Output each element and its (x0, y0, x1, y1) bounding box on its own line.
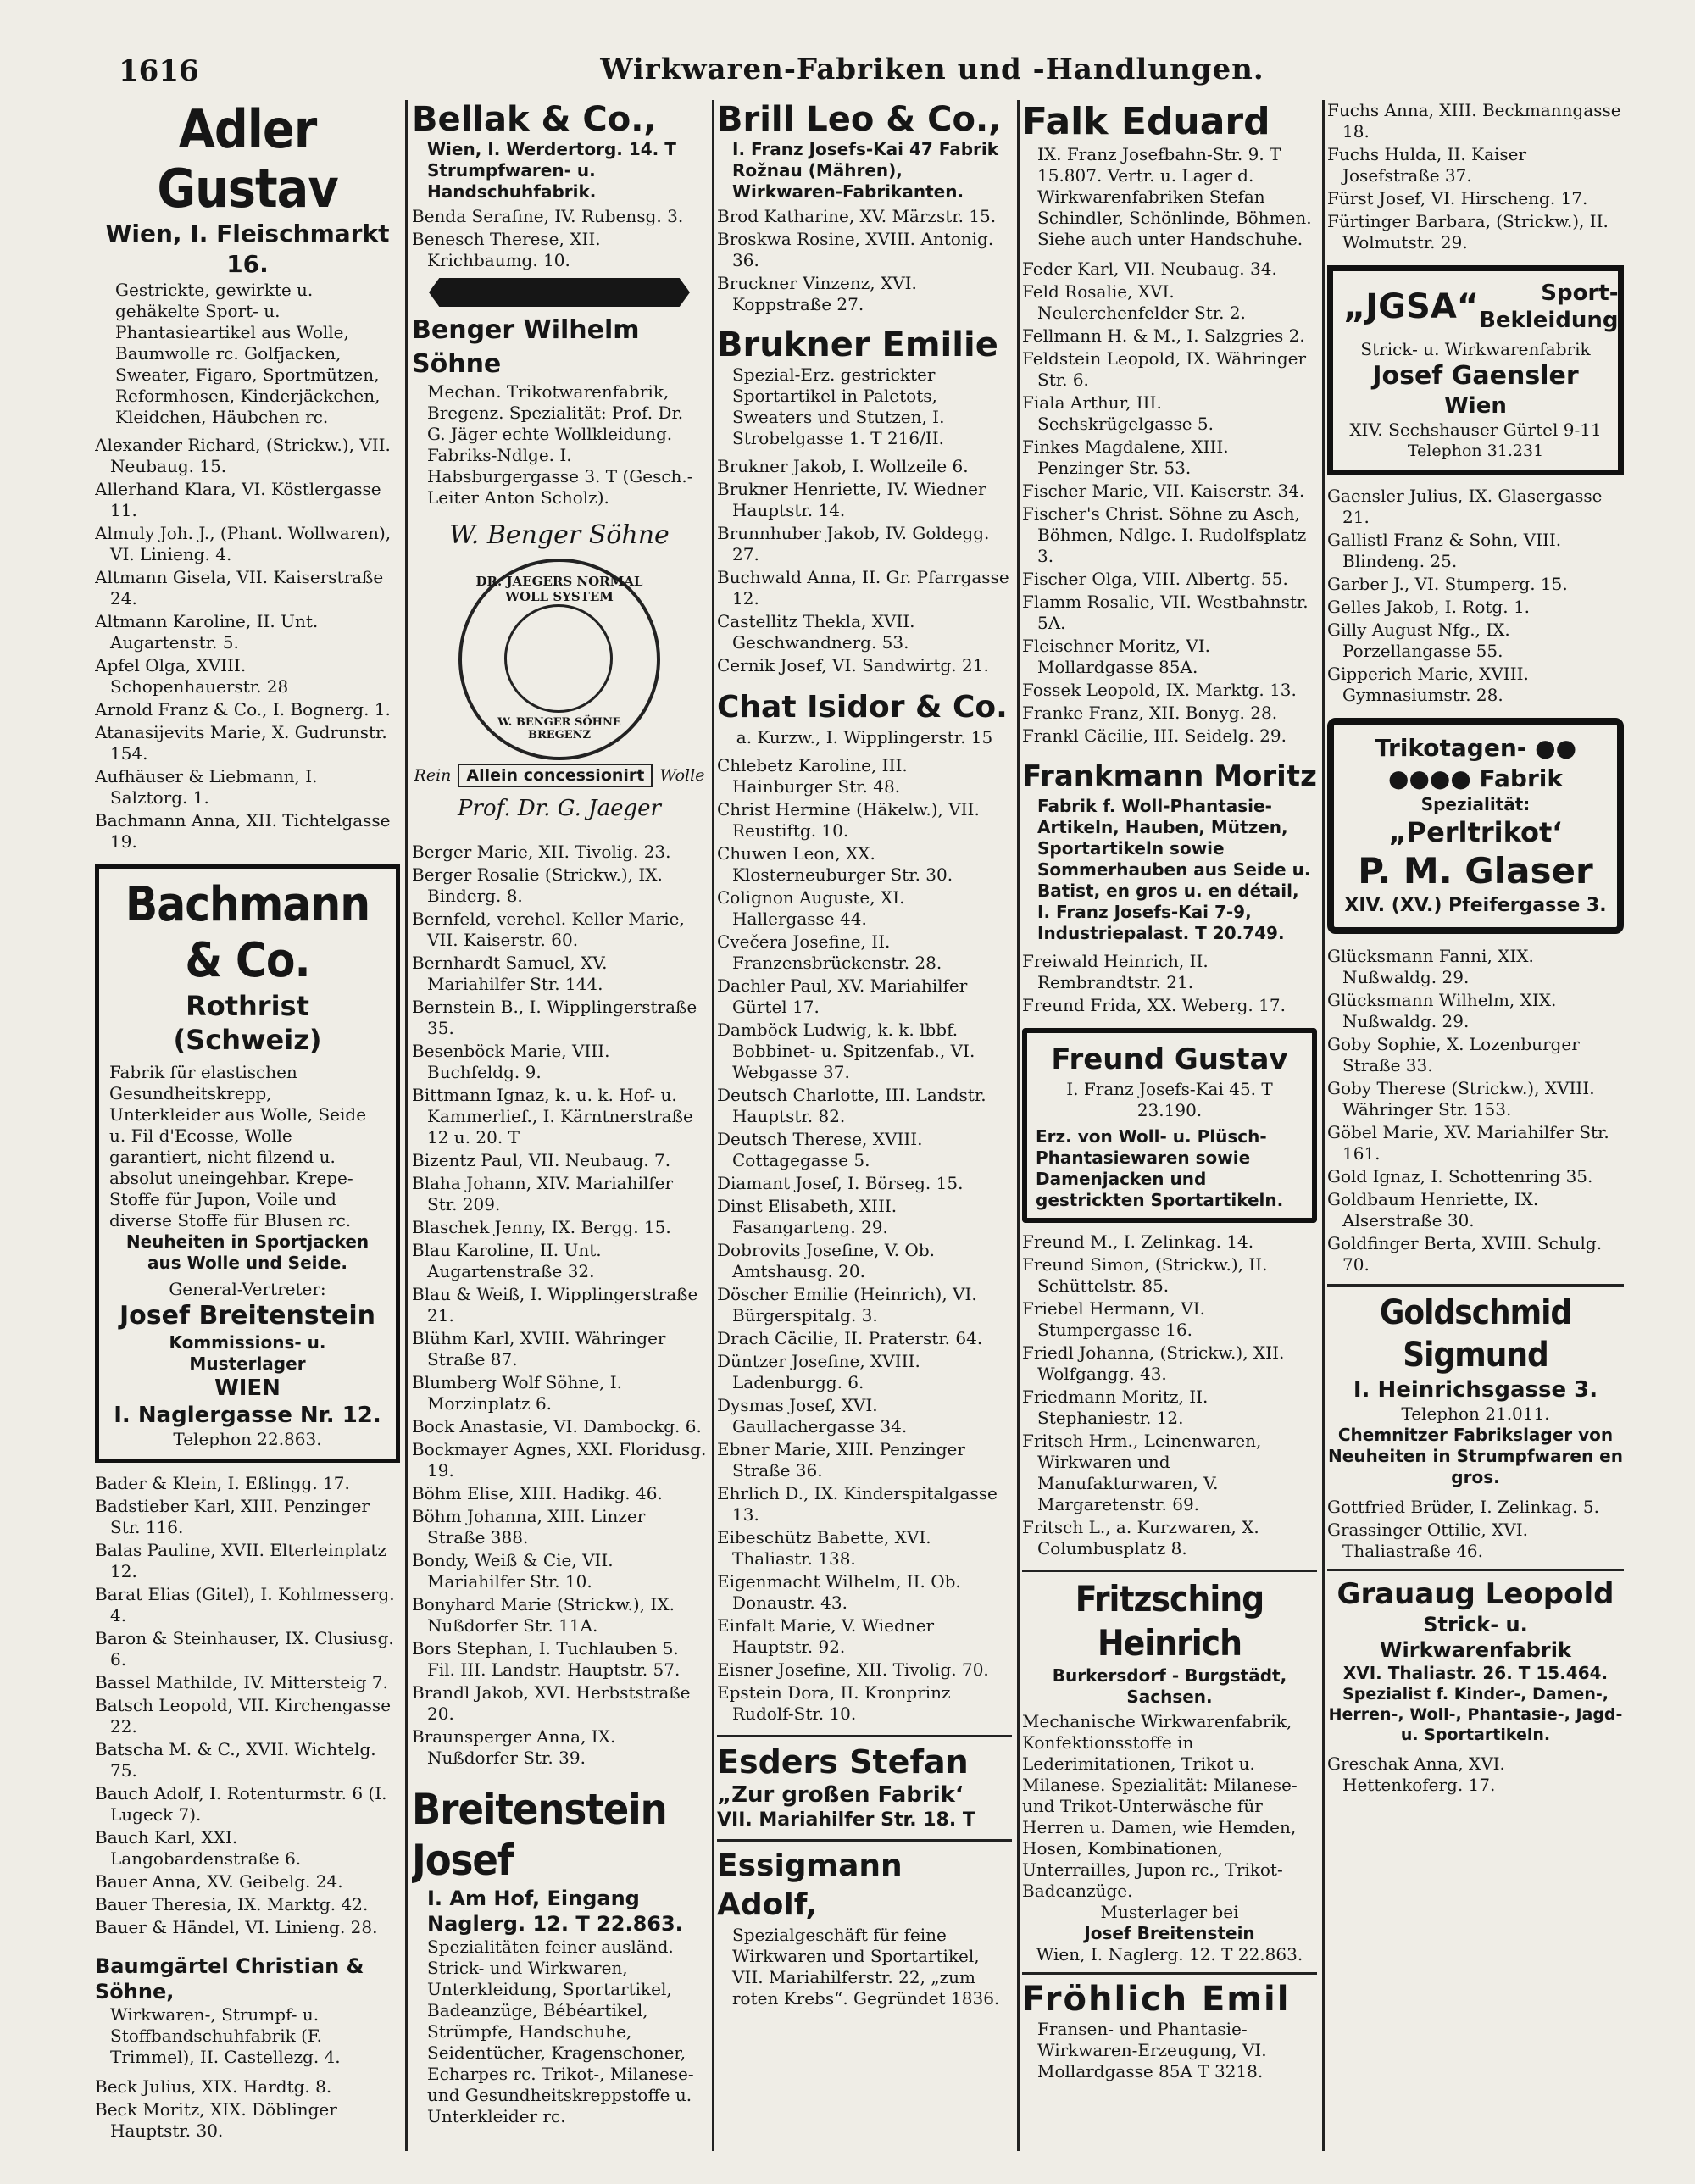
list-item: Apfel Olga, XVIII. Schopenhauerstr. 28 (95, 655, 289, 697)
list-item: Ebner Marie, XIII. Penzinger Straße 36. (717, 1439, 965, 1481)
ad-fritzsching-rep-address: Wien, I. Naglerg. 12. T 22.863. (1036, 1944, 1303, 1964)
entries-e (1327, 1753, 1624, 1796)
ad-glaser-spec: Spezialität: (1420, 794, 1531, 814)
list-item: Altmann Karoline, II. Unt. Augartenstr. 5. (95, 611, 319, 653)
dots-decoration: ●●●● (1388, 764, 1471, 792)
ribbon-left: Rein (414, 766, 452, 785)
entries-c (1022, 1231, 1317, 1559)
list-item: Greschak Anna, XVI. Hettenkoferg. 17. (1327, 1753, 1505, 1795)
column-2 (412, 100, 707, 2159)
column-5 (1327, 100, 1624, 2159)
list-item: Garber J., VI. Stumperg. 15. (1327, 574, 1568, 594)
list-item: Damböck Ludwig, k. k. lbbf. Bobbinet- u. Spitzenfab., VI. Webgasse 37. (717, 1020, 975, 1082)
ad-brukner-name: Brukner Emilie (717, 325, 998, 364)
list-item: Fritsch Hrm., Leinenwaren, Wirkwaren und Manufakturwaren, V. Margaretenstr. 69. (1022, 1431, 1262, 1514)
list-item: Gipperich Marie, XVIII. Gymnasiumstr. 28. (1327, 664, 1529, 705)
jaeger-signature: Prof. Dr. G. Jaeger (458, 796, 661, 821)
list-item: Brod Katharine, XV. Märzstr. 15. (717, 206, 997, 226)
ad-brill-name: Brill Leo & Co., (717, 100, 1002, 139)
list-item: Fleischner Moritz, VI. Mollardgasse 85A. (1022, 636, 1210, 677)
ad-chat-name: Chat Isidor & Co. (717, 690, 1008, 725)
list-item: Braunsperger Anna, IX. Nußdorfer Str. 39. (412, 1726, 616, 1768)
list-item: Fischer Olga, VIII. Albertg. 55. (1022, 569, 1288, 589)
list-item: Friedmann Moritz, II. Stephaniestr. 12. (1022, 1387, 1209, 1428)
ad-bachmann-text: Fabrik für elastischen Gesundheitskrepp, Unterkleider aus Wolle, Seide u. Fil d'Ecosse, Wolle garantiert, nicht filzend u. absolut uneingehbar. Krepe-Stoffe für Jupon, Voile und diverse Stoffe für Blusen rc. (109, 1062, 367, 1231)
ad-freund (1022, 1028, 1317, 1223)
list-item: Grassinger Ottilie, XVI. Thaliastraße 46. (1327, 1520, 1528, 1561)
column-rule (712, 100, 714, 2151)
list-item: Chuwen Leon, XX. Klosterneuburger Str. 30. (717, 843, 953, 885)
list-item: Einfalt Marie, V. Wiedner Hauptstr. 92. (717, 1615, 935, 1657)
list-item: Brunnhuber Jakob, IV. Goldegg. 27. (717, 523, 990, 564)
seal-emblem (504, 604, 613, 713)
column-1 (95, 100, 400, 2159)
list-item: Goldfinger Berta, XVIII. Schulg. 70. (1327, 1233, 1603, 1275)
list-item: Fischer Marie, VII. Kaiserstr. 34. (1022, 481, 1305, 501)
list-item: Beck Julius, XIX. Hardtg. 8. (95, 2076, 332, 2097)
ad-bachmann (95, 864, 400, 1463)
ad-falk-name: Falk Eduard (1022, 100, 1270, 143)
ad-glaser-l2: Fabrik (1479, 764, 1563, 792)
list-item: Buchwald Anna, II. Gr. Pfarrgasse 12. (717, 567, 1009, 609)
column-rule (405, 100, 408, 2151)
ad-chat-text: a. Kurzw., I. Wipplingerstr. 15 (736, 727, 993, 747)
list-item: Ehrlich D., IX. Kinderspitalgasse 13. (717, 1483, 998, 1525)
ad-falk (1022, 100, 1317, 250)
ad-frankmann (1022, 757, 1317, 944)
list-item: Fellmann H. & M., I. Salzgries 2. (1022, 325, 1305, 346)
seal-center-text: W. BENGER SÖHNE BREGENZ (497, 716, 621, 742)
list-item: Bassel Mathilde, IV. Mittersteig 7. (95, 1672, 388, 1692)
entries-a (717, 206, 1012, 315)
ad-jgsa-owner: Josef Gaensler (1372, 361, 1579, 391)
page-number: 1616 (119, 54, 199, 88)
list-item: Deutsch Therese, XVIII. Cottagegasse 5. (717, 1129, 923, 1170)
list-item: Finkes Magdalene, XIII. Penzinger Str. 53. (1022, 436, 1229, 478)
ad-glaser-line1 (1344, 733, 1607, 764)
ad-brill (717, 100, 1012, 203)
ad-fritzsching-text: Mechanische Wirkwarenfabrik, Konfektionsstoffe in Lederimitationen, Trikot u. Milanese. Spezialität: Milanese- und Trikot-Unterwäsche für Herren u. Damen, wie Hemden, Hosen, Kombinationen, Unterrailles, Jupon rc., Trikot-Badeanzüge. (1022, 1711, 1298, 1901)
list-item: Deutsch Charlotte, III. Landstr. Hauptstr. 82. (717, 1085, 986, 1126)
list-item: Göbel Marie, XV. Mariahilfer Str. 161. (1327, 1122, 1609, 1164)
ad-goldschmid-text: Chemnitzer Fabrikslager von Neuheiten in Strumpfwaren en gros. (1328, 1425, 1623, 1487)
list-item: Besenböck Marie, VIII. Buchfeldg. 9. (412, 1041, 610, 1082)
entries-b (412, 842, 707, 1769)
list-item: Blumberg Wolf Söhne, I. Morzinplatz 6. (412, 1372, 623, 1414)
list-item: Eigenmacht Wilhelm, II. Ob. Donaustr. 43. (717, 1571, 961, 1613)
entries-b (1022, 951, 1317, 1016)
ad-fritzsching-rep-label: Musterlager bei (1100, 1902, 1239, 1922)
list-item: Goby Sophie, X. Lozenburger Straße 33. (1327, 1034, 1580, 1075)
ad-glaser (1327, 718, 1624, 934)
list-item: Dinst Elisabeth, XIII. Fasangarteng. 29. (717, 1196, 898, 1237)
list-item: Döscher Emilie (Heinrich), VI. Bürgerspitalg. 3. (717, 1284, 977, 1325)
ad-goldschmid-name: Goldschmid Sigmund (1379, 1293, 1572, 1375)
list-item: Feldstein Leopold, IX. Währinger Str. 6. (1022, 348, 1307, 390)
ad-fritzsching (1022, 1570, 1317, 1965)
benger-logo-script: W. Benger Söhne (449, 520, 670, 550)
ad-glaser-line2 (1344, 764, 1607, 794)
entries-c (1327, 946, 1624, 1275)
list-item: Bachmann Anna, XII. Tichtelgasse 19. (95, 810, 391, 852)
ad-goldschmid-phone: Telephon 21.011. (1401, 1403, 1550, 1424)
ad-essigmann (717, 1839, 1012, 2009)
list-item: Barat Elias (Gitel), I. Kohlmesserg. 4. (95, 1584, 395, 1625)
list-item: Feder Karl, VII. Neubaug. 34. (1022, 258, 1277, 279)
ad-bachmann-city: WIEN (214, 1375, 281, 1401)
list-item: Dobrovits Josefine, V. Ob. Amtshausg. 20. (717, 1240, 935, 1281)
list-item: Broskwa Rosine, XVIII. Antonig. 36. (717, 229, 994, 270)
ad-essigmann-text: Spezialgeschäft für feine Wirkwaren und Sportartikel, VII. Mariahilferstr. 22, „zum roten Krebs“. Gegründet 1836. (732, 1925, 1000, 2009)
list-item: Gottfried Brüder, I. Zelinkag. 5. (1327, 1497, 1599, 1517)
list-item: Batsch Leopold, VII. Kirchengasse 22. (95, 1695, 392, 1737)
ad-glaser-l1: Trikotagen- (1374, 734, 1527, 762)
list-item: Brukner Henriette, IV. Wiedner Hauptstr. 14. (717, 479, 986, 520)
list-item: Gold Ignaz, I. Schottenring 35. (1327, 1166, 1593, 1186)
ad-bellak-name: Bellak & Co., (412, 100, 657, 139)
list-item: Fischer's Christ. Söhne zu Asch, Böhmen, Ndlge. I. Rudolfsplatz 3. (1022, 503, 1307, 566)
list-item: Freund Simon, (Strickw.), II. Schüttelstr. 85. (1022, 1254, 1268, 1296)
list-item: Cvečera Josefine, II. Franzensbrückenstr. 28. (717, 931, 942, 973)
seal-ring-text: DR. JAEGERS NORMAL WOLL SYSTEM (475, 574, 643, 604)
list-item: Böhm Elise, XIII. Hadikg. 46. (412, 1483, 663, 1503)
ad-esders-slogan: „Zur großen Fabrik‘ (717, 1782, 964, 1808)
list-item: Bauer Anna, XV. Geibelg. 24. (95, 1871, 343, 1892)
ad-grauaug (1327, 1569, 1624, 1745)
entries-a (1327, 100, 1624, 253)
list-item: Bock Anastasie, VI. Dambockg. 6. (412, 1416, 702, 1437)
ad-jgsa-head (1343, 280, 1619, 334)
list-item: Goby Therese (Strickw.), XVIII. Währinger Str. 153. (1327, 1078, 1595, 1120)
ribbon-right: Wolle (659, 766, 705, 785)
ad-goldschmid (1327, 1284, 1624, 1488)
list-item: Bauer Theresia, IX. Marktg. 42. (95, 1894, 369, 1914)
list-item: Franke Franz, XII. Bonyg. 28. (1022, 703, 1278, 723)
ad-fritzsching-rep-name: Josef Breitenstein (1084, 1923, 1255, 1943)
list-item: Bondy, Weiß & Cie, VII. Mariahilfer Str. 10. (412, 1550, 614, 1592)
list-item: Fossek Leopold, IX. Marktg. 13. (1022, 680, 1297, 700)
list-item: Bernfeld, verehel. Keller Marie, VII. Kaiserstr. 60. (412, 909, 685, 950)
list-item: Freund M., I. Zelinkag. 14. (1022, 1231, 1254, 1252)
list-item: Fürst Josef, VI. Hirscheng. 17. (1327, 188, 1588, 208)
list-item: Drach Cäcilie, II. Praterstr. 64. (717, 1328, 983, 1348)
list-item: Almuly Joh. J., (Phant. Wollwaren), VI. Linieng. 4. (95, 523, 392, 564)
list-item: Bizentz Paul, VII. Neubaug. 7. (412, 1150, 671, 1170)
ad-brill-text: I. Franz Josefs-Kai 47 Fabrik Rožnau (Mähren), Wirkwaren-Fabrikanten. (732, 139, 999, 202)
ad-bachmann-address: I. Naglergasse Nr. 12. (114, 1403, 381, 1428)
ad-adler-text: Gestrickte, gewirkte u. gehäkelte Sport- u. Phantasieartikel aus Wolle, Baumwolle rc. Golfjacken, Sweater, Figaro, Sportmützen, Reformhosen, Kinderjäckchen, Kleidchen, Häubchen rc. (115, 280, 381, 427)
list-item: Cernik Josef, VI. Sandwirtg. 21. (717, 655, 989, 675)
ad-jgsa-name: „JGSA“ (1343, 287, 1480, 326)
list-item: Böhm Johanna, XIII. Linzer Straße 388. (412, 1506, 646, 1548)
entries-a (412, 206, 707, 271)
list-item: Allerhand Klara, VI. Köstlergasse 11. (95, 479, 381, 520)
ad-grauaug-text: Spezialist f. Kinder-, Damen-, Herren-, Woll-, Phantasie-, Jagd- u. Sportartikeln. (1328, 1685, 1623, 1744)
list-item: Düntzer Josefine, XVIII. Ladenburgg. 6. (717, 1351, 920, 1392)
ad-goldschmid-address: I. Heinrichsgasse 3. (1353, 1377, 1598, 1403)
ad-froehlich-text: Fransen- und Phantasie-Wirkwaren-Erzeugung, VI. Mollardgasse 85A T 3218. (1037, 2019, 1267, 2081)
ad-esders (717, 1735, 1012, 1832)
ad-adler-name: Adler Gustav (157, 100, 338, 220)
list-item: Altmann Gisela, VII. Kaiserstraße 24. (95, 567, 384, 609)
ad-esders-name: Esders Stefan (717, 1743, 969, 1781)
list-item: Freund Frida, XX. Weberg. 17. (1022, 995, 1286, 1015)
ribbon-text: Allein concessionirt (458, 764, 653, 787)
entries-a (95, 435, 400, 853)
ad-breitenstein-address: I. Am Hof, Eingang Naglerg. 12. T 22.863. (427, 1887, 683, 1936)
list-item: Diamant Josef, I. Börseg. 15. (717, 1173, 964, 1193)
ad-glaser-name: P. M. Glaser (1358, 850, 1593, 892)
list-item: Eisner Josefine, XII. Tivolig. 70. (717, 1659, 989, 1680)
list-item: Frankl Cäcilie, III. Seidelg. 29. (1022, 725, 1287, 746)
ad-freund-address: I. Franz Josefs-Kai 45. T 23.190. (1066, 1079, 1273, 1120)
list-item: Fritsch L., a. Kurzwaren, X. Columbusplatz 8. (1022, 1517, 1259, 1559)
list-item: Aufhäuser & Liebmann, I. Salztorg. 1. (95, 766, 318, 808)
list-item: Bauch Karl, XXI. Langobardenstraße 6. (95, 1827, 302, 1869)
ad-bachmann-rep-name: Josef Breitenstein (119, 1301, 375, 1331)
entries-c (717, 755, 1012, 1725)
ad-essigmann-name: Essigmann Adolf, (717, 1848, 903, 1922)
list-item: Dachler Paul, XV. Mariahilfer Gürtel 17. (717, 975, 968, 1017)
ad-bachmann-phone: Telephon 22.863. (173, 1429, 322, 1449)
ad-jgsa-tags (1479, 280, 1618, 334)
entries-a (1022, 258, 1317, 747)
list-item: Arnold Franz & Co., I. Bognerg. 1. (95, 699, 391, 720)
ad-bachmann-rep-label: General-Vertreter: (169, 1279, 326, 1299)
list-item: Bonyhard Marie (Strickw.), IX. Nußdorfer Str. 11A. (412, 1594, 675, 1636)
ad-baumgaertel (95, 1953, 400, 2068)
list-item: Badstieber Karl, XIII. Penzinger Str. 116. (95, 1496, 370, 1537)
ad-glaser-product: „Perltrikot‘ (1388, 816, 1563, 848)
ad-grauaug-name: Grauaug Leopold (1337, 1577, 1614, 1611)
ad-chat (717, 688, 1012, 748)
ad-bachmann-novelty: Neuheiten in Sportjacken aus Wolle und Seide. (125, 1231, 370, 1273)
ad-glaser-address: XIV. (XV.) Pfeifergasse 3. (1344, 895, 1607, 916)
ad-bachmann-rep-sub: Kommissions- u. Musterlager (169, 1332, 326, 1374)
list-item: Epstein Dora, II. Kronprinz Rudolf-Str. 10. (717, 1682, 951, 1724)
ad-jgsa (1327, 265, 1624, 475)
list-item: Goldbaum Henriette, IX. Alserstraße 30. (1327, 1189, 1539, 1231)
ad-adler (95, 100, 400, 428)
list-item: Dysmas Josef, XVI. Gaullachergasse 34. (717, 1395, 908, 1437)
list-item: Bernstein B., I. Wipplingerstraße 35. (412, 997, 697, 1038)
list-item: Friebel Hermann, VI. Stumpergasse 16. (1022, 1298, 1205, 1340)
list-item: Bruckner Vinzenz, XVI. Koppstraße 27. (717, 273, 917, 314)
list-item: Bauch Adolf, I. Rotenturmstr. 6 (I. Lugeck 7). (95, 1783, 387, 1825)
ad-grauaug-sub: Strick- u. Wirkwarenfabrik (1380, 1613, 1571, 1662)
list-item: Alexander Richard, (Strickw.), VII. Neubaug. 15. (95, 435, 391, 476)
ad-brukner-text: Spezial-Erz. gestrickter Sportartikel in Paletots, Sweaters und Stutzen, I. Strobelgasse 1. T 216/II. (732, 364, 945, 448)
entries-d (1327, 1497, 1624, 1562)
list-item: Fuchs Hulda, II. Kaiser Josefstraße 37. (1327, 144, 1527, 186)
list-item: Flamm Rosalie, VII. Westbahnstr. 5A. (1022, 592, 1309, 633)
list-item: Castellitz Thekla, XVII. Geschwandnerg. 53. (717, 611, 915, 653)
list-item: Freiwald Heinrich, II. Rembrandtstr. 21. (1022, 951, 1209, 992)
ad-freund-text: Erz. von Woll- u. Plüsch-Phantasiewaren sowie Damenjacken und gestrickten Sportartikeln. (1036, 1126, 1284, 1210)
list-item: Baron & Steinhauser, IX. Clusiusg. 6. (95, 1628, 394, 1670)
list-item: Benda Serafine, IV. Rubensg. 3. (412, 206, 684, 226)
list-item: Balas Pauline, XVII. Elterleinplatz 12. (95, 1540, 386, 1581)
ad-bachmann-name: Bachmann & Co. (125, 877, 370, 988)
list-item: Chlebetz Karoline, III. Hainburger Str. 48. (717, 755, 908, 797)
list-item: Colignon Auguste, XI. Hallergasse 44. (717, 887, 905, 929)
ad-breitenstein (412, 1784, 707, 2127)
divider-bar (429, 278, 690, 307)
ad-freund-name: Freund Gustav (1051, 1042, 1288, 1076)
ad-baumgaertel-text: Wirkwaren-, Strumpf- u. Stoffbandschuhfabrik (F. Trimmel), II. Castellezg. 4. (110, 2004, 341, 2067)
ad-fritzsching-name: Fritzsching Heinrich (1075, 1578, 1264, 1664)
column-rule (1017, 100, 1020, 2151)
ad-bachmann-place: Rothrist (Schweiz) (173, 990, 322, 1056)
list-item: Bernhardt Samuel, XV. Mariahilfer Str. 144. (412, 953, 608, 994)
entries-b (717, 456, 1012, 676)
ad-jgsa-tag2: Bekleidung (1479, 308, 1619, 333)
column-rule (1322, 100, 1325, 2151)
list-item: Brukner Jakob, I. Wollzeile 6. (717, 456, 969, 476)
jaeger-seal (458, 559, 660, 760)
ad-baumgaertel-name: Baumgärtel Christian & Söhne, (95, 1954, 364, 2003)
ad-froehlich-name: Fröhlich Emil (1022, 1980, 1291, 2019)
ad-jgsa-address: XIV. Sechshauser Gürtel 9-11 (1349, 420, 1602, 440)
ad-bellak-text: Wien, I. Werdertorg. 14. T Strumpfwaren- u. Handschuhfabrik. (427, 139, 676, 202)
list-item: Feld Rosalie, XVI. Neulerchenfelder Str. 2. (1022, 281, 1246, 323)
ad-benger-name: Benger Wilhelm Söhne (412, 315, 640, 379)
list-item: Bors Stephan, I. Tuchlauben 5. Fil. III. Landstr. Hauptstr. 57. (412, 1638, 681, 1680)
ad-fritzsching-place: Burkersdorf - Burgstädt, Sachsen. (1052, 1665, 1287, 1707)
list-item: Gaensler Julius, IX. Glasergasse 21. (1327, 486, 1603, 527)
ad-jgsa-phone: Telephon 31.231 (1407, 442, 1544, 460)
list-item: Berger Rosalie (Strickw.), IX. Binderg. 8. (412, 864, 663, 906)
column-4 (1022, 100, 1317, 2159)
entries-b (95, 1473, 400, 1938)
list-item: Atanasijevits Marie, X. Gudrunstr. 154. (95, 722, 387, 764)
list-item: Fiala Arthur, III. Sechskrügelgasse 5. (1022, 392, 1214, 434)
list-item: Blaha Johann, XIV. Mariahilfer Str. 209. (412, 1173, 674, 1214)
ad-jgsa-line: Strick- u. Wirkwarenfabrik (1360, 339, 1591, 359)
ad-jgsa-tag1: Sport- (1541, 281, 1619, 306)
list-item: Bittmann Ignaz, k. u. k. Hof- u. Kammerlief., I. Kärntnerstraße 12 u. 20. T (412, 1085, 693, 1148)
list-item: Blaschek Jenny, IX. Bergg. 15. (412, 1217, 671, 1237)
list-item: Eibeschütz Babette, XVI. Thaliastr. 138. (717, 1527, 931, 1569)
dots-decoration: ●● (1535, 734, 1577, 762)
list-item: Fürtinger Barbara, (Strickw.), II. Wolmutstr. 29. (1327, 211, 1609, 253)
list-item: Christ Hermine (Häkelw.), VII. Reustiftg. 10. (717, 799, 980, 841)
entries-b (1327, 486, 1624, 706)
ad-breitenstein-name: Breitenstein Josef (412, 1785, 667, 1885)
list-item: Gallistl Franz & Sohn, VIII. Blindeng. 25. (1327, 530, 1562, 571)
list-item: Bauer & Händel, VI. Linieng. 28. (95, 1917, 378, 1937)
list-item: Benesch Therese, XII. Krichbaumg. 10. (412, 229, 601, 270)
ad-brukner (717, 325, 1012, 449)
list-item: Bader & Klein, I. Eßlingg. 17. (95, 1473, 350, 1493)
ad-esders-address: VII. Mariahilfer Str. 18. T (717, 1809, 975, 1831)
ad-frankmann-name: Frankmann Moritz (1022, 759, 1317, 793)
ad-bellak (412, 100, 707, 203)
list-item: Fuchs Anna, XIII. Beckmanngasse 18. (1327, 100, 1621, 142)
ad-falk-text: IX. Franz Josefbahn-Str. 9. T 15.807. Vertr. u. Lager d. Wirkwarenfabriken Stefan Schindler, Schönlinde, Böhmen. Siehe auch unter Handschuhe. (1037, 144, 1312, 249)
ad-frankmann-text: Fabrik f. Woll-Phantasie-Artikeln, Hauben, Mützen, Sportartikeln sowie Sommerhauben aus Seide u. Batist, en gros u. en détail, I. Franz Josefs-Kai 7-9, Industriepalast. T 20.749. (1037, 796, 1311, 943)
list-item: Gelles Jakob, I. Rotg. 1. (1327, 597, 1531, 617)
ad-jgsa-city: Wien (1444, 393, 1507, 419)
list-item: Blau & Weiß, I. Wipplingerstraße 21. (412, 1284, 698, 1325)
column-3 (717, 100, 1012, 2159)
list-item: Gilly August Nfg., IX. Porzellangasse 55. (1327, 620, 1510, 661)
ad-benger-text: Mechan. Trikotwarenfabrik, Bregenz. Spezialität: Prof. Dr. G. Jäger echte Wollkleidung. Fabriks-Ndlge. I. Habsburgergasse 3. T (Gesch.-Leiter Anton Scholz). (427, 381, 693, 508)
list-item: Blühm Karl, XVIII. Währinger Straße 87. (412, 1328, 666, 1370)
list-item: Glücksmann Fanni, XIX. Nußwaldg. 29. (1327, 946, 1534, 987)
list-item: Batscha M. & C., XVII. Wichtelg. 75. (95, 1739, 376, 1781)
entries-c (95, 2076, 400, 2142)
ad-benger (412, 314, 707, 821)
page-title: Wirkwaren-Fabriken und -Handlungen. (600, 53, 1264, 86)
list-item: Blau Karoline, II. Unt. Augartenstraße 32. (412, 1240, 602, 1281)
ad-breitenstein-text: Spezialitäten feiner ausländ. Strick- und Wirkwaren, Unterkleidung, Sportartikel, Badeanzüge, Bébéartikel, Strümpfe, Handschuhe, Seidentücher, Kragenschoner, Echarpes rc. Trikot-, Milanese- und Gesundheitskreppstoffe u. Unterkleider rc. (427, 1937, 694, 2126)
list-item: Beck Moritz, XIX. Döblinger Hauptstr. 30. (95, 2099, 337, 2141)
ad-grauaug-address: XVI. Thaliastr. 26. T 15.464. (1342, 1663, 1609, 1683)
list-item: Glücksmann Wilhelm, XIX. Nußwaldg. 29. (1327, 990, 1557, 1031)
list-item: Bockmayer Agnes, XXI. Floridusg. 19. (412, 1439, 707, 1481)
ad-adler-address: Wien, I. Fleischmarkt 16. (105, 220, 390, 278)
ad-froehlich (1022, 1972, 1317, 2082)
list-item: Brandl Jakob, XVI. Herbststraße 20. (412, 1682, 691, 1724)
list-item: Friedl Johanna, (Strickw.), XII. Wolfgangg. 43. (1022, 1342, 1285, 1384)
seal-ribbon (412, 764, 707, 787)
list-item: Berger Marie, XII. Tivolig. 23. (412, 842, 671, 862)
